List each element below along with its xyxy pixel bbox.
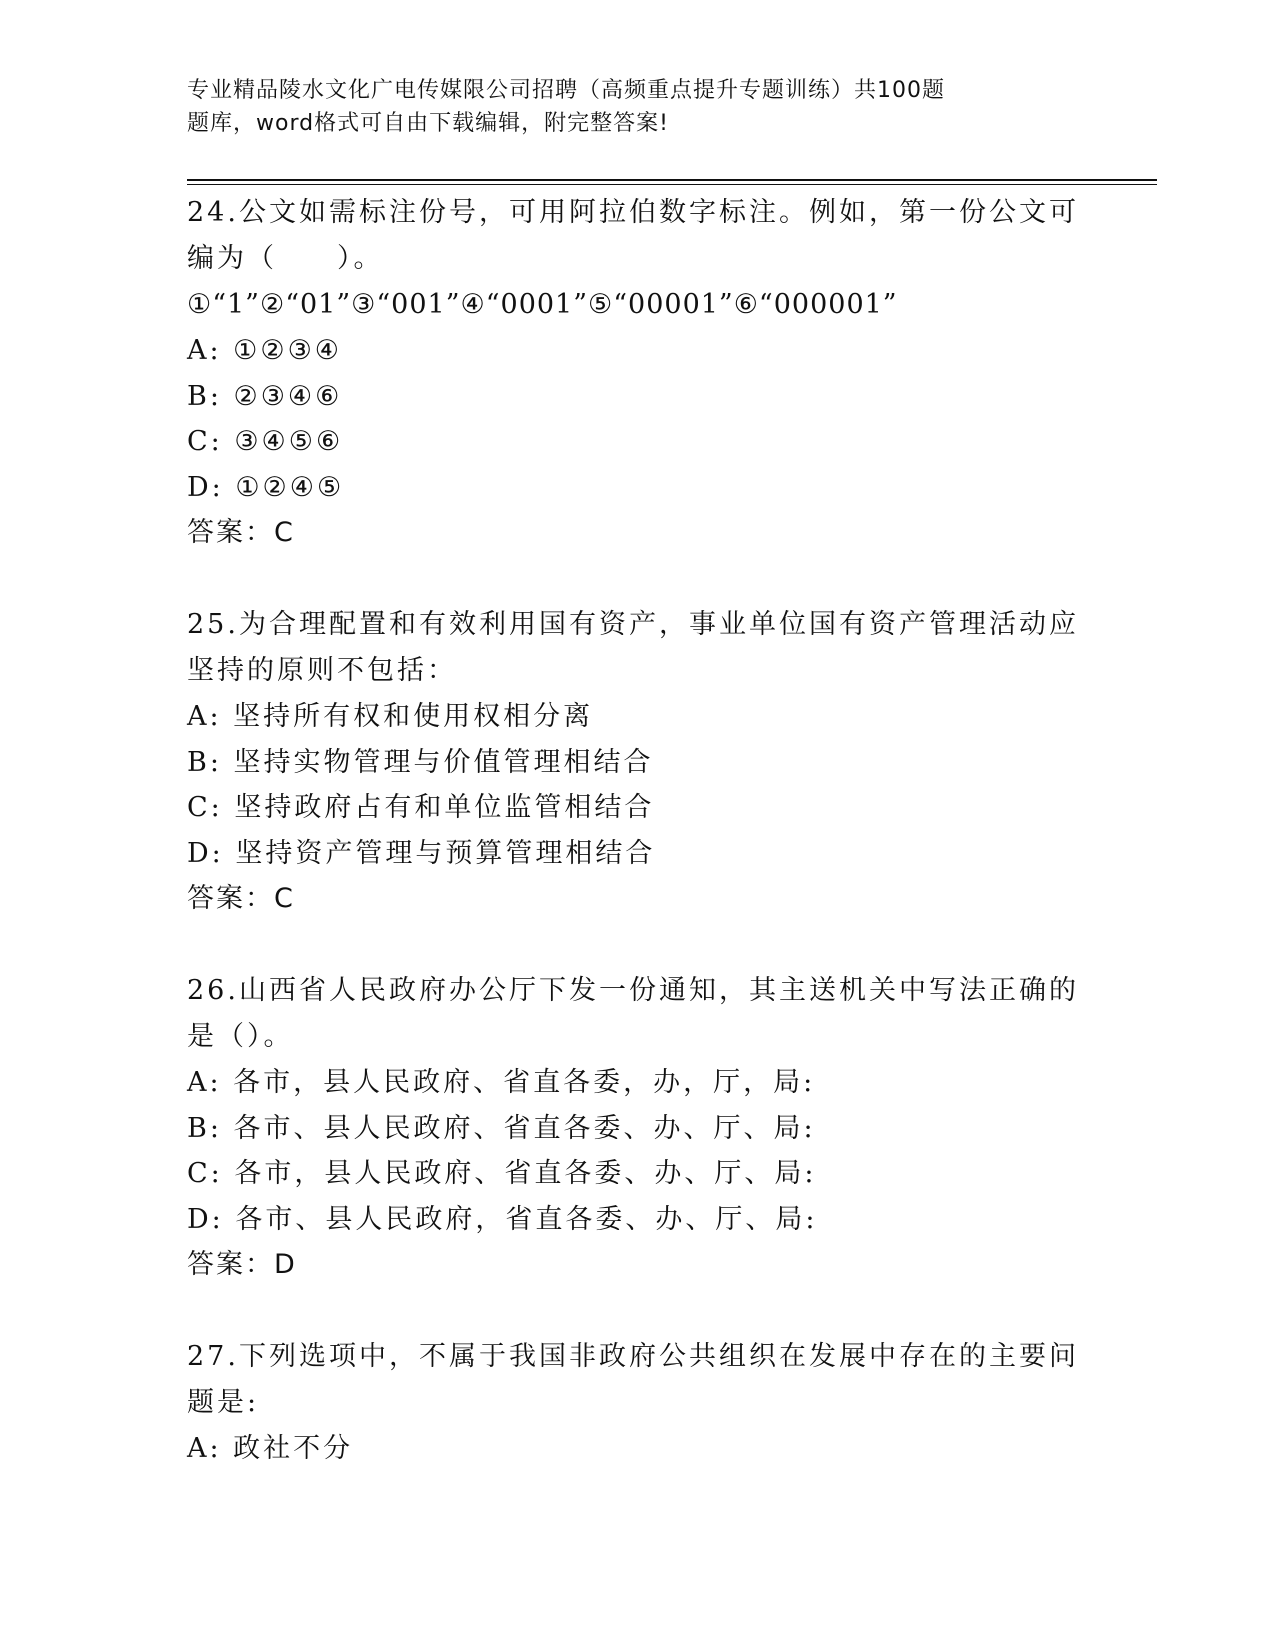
header-line-1: 专业精品陵水文化广电传媒限公司招聘（高频重点提升专题训练）共100题 (187, 78, 945, 103)
question-25 (187, 602, 1087, 922)
option-c: C: 坚持政府占有和单位监管相结合 (187, 792, 655, 823)
answer: 答案：C (187, 883, 295, 914)
answer: 答案：D (187, 1249, 297, 1280)
document-header (187, 74, 1087, 140)
option-a: A: ①②③④ (187, 335, 342, 366)
option-a: A: 政社不分 (187, 1433, 354, 1464)
option-d: D: 各市、县人民政府，省直各委、办、厅、局: (187, 1203, 818, 1235)
header-line-2: 题库，word格式可自由下载编辑，附完整答案! (187, 111, 669, 136)
header-divider (187, 179, 1157, 181)
question-27 (187, 1334, 1087, 1472)
option-d: D: 坚持资产管理与预算管理相结合 (187, 837, 656, 869)
question-stem: 25.为合理配置和有效利用国有资产，事业单位国有资产管理活动应坚持的原则不包括： (187, 609, 1079, 686)
option-b: B: ②③④⑥ (187, 380, 343, 412)
question-items: ①“1”②“01”③“001”④“0001”⑤“00001”⑥“000001” (187, 289, 898, 320)
option-c: C: 各市，县人民政府、省直各委、办、厅、局: (187, 1158, 817, 1189)
option-a: A: 各市，县人民政府、省直各委，办，厅，局: (187, 1067, 816, 1098)
option-c: C: ③④⑤⑥ (187, 426, 344, 457)
option-b: B: 各市、县人民政府、省直各委、办、厅、局: (187, 1112, 816, 1144)
header-divider-thin (187, 184, 1157, 185)
question-26 (187, 968, 1087, 1288)
option-b: B: 坚持实物管理与价值管理相结合 (187, 746, 654, 778)
answer: 答案：C (187, 517, 295, 548)
question-stem: 24.公文如需标注份号，可用阿拉伯数字标注。例如，第一份公文可编为（ ）。 (187, 197, 1079, 274)
option-a: A: 坚持所有权和使用权相分离 (187, 701, 594, 732)
question-stem: 26.山西省人民政府办公厅下发一份通知，其主送机关中写法正确的是（）。 (187, 975, 1079, 1052)
question-24 (187, 190, 1087, 556)
question-stem: 27.下列选项中，不属于我国非政府公共组织在发展中存在的主要问题是: (187, 1341, 1079, 1418)
option-d: D: ①②④⑤ (187, 471, 345, 503)
question-list (187, 190, 1087, 1518)
